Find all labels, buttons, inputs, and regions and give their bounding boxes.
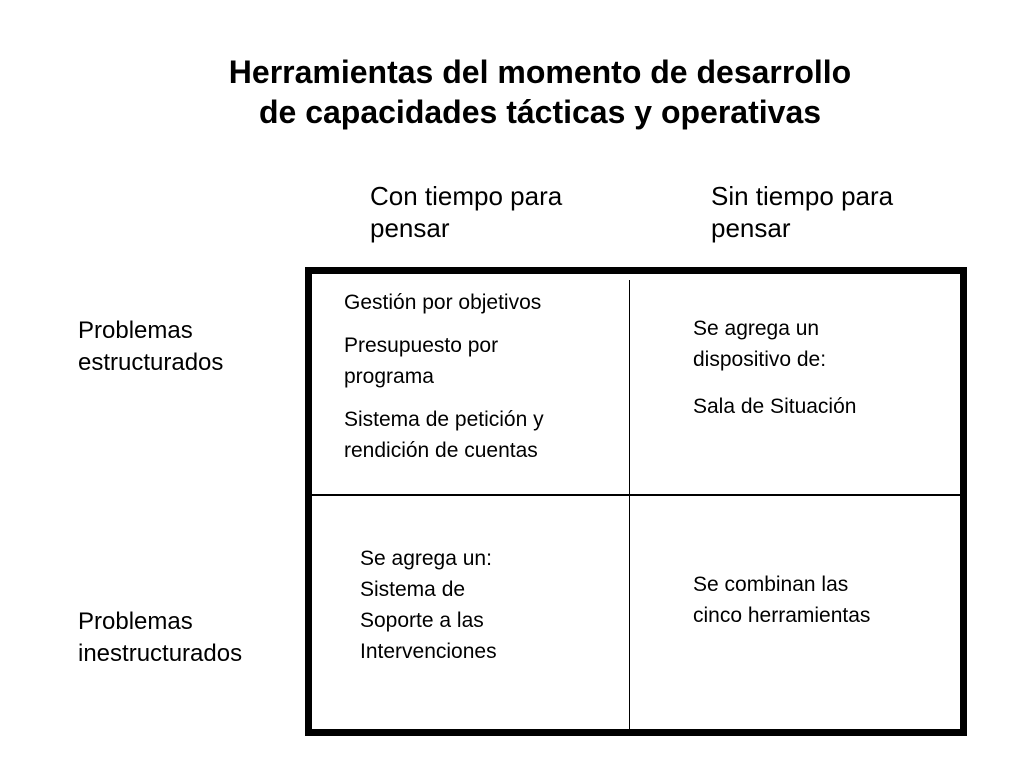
row-label-structured: [78, 315, 223, 379]
cell-line: Sistema de: [360, 578, 466, 601]
cell-line: Sala de Situación: [693, 395, 857, 418]
column-header-with-time: [370, 180, 562, 244]
column-header-without-time: [711, 180, 893, 244]
row-label-line1: Problemas: [78, 317, 193, 344]
row-label-line2: estructurados: [78, 349, 224, 376]
cell-structured-with-time: [344, 287, 544, 466]
cell-line: Se agrega un: [693, 317, 820, 340]
cell-line: dispositivo de:: [693, 348, 827, 371]
cell-line: Soporte a las: [360, 609, 484, 632]
cell-item-sistema-line1: Sistema de petición y: [344, 408, 544, 431]
column-header-line2: pensar: [711, 213, 791, 243]
cell-unstructured-with-time: [360, 543, 497, 667]
column-header-line1: Con tiempo para: [370, 181, 563, 211]
row-label-line2: inestructurados: [78, 640, 243, 667]
cell-line: cinco herramientas: [693, 604, 871, 627]
cell-item-presupuesto-line1: Presupuesto por: [344, 334, 499, 357]
slide-title-line2: de capacidades tácticas y operativas: [258, 94, 822, 130]
column-header-line2: pensar: [370, 213, 450, 243]
cell-unstructured-without-time: [693, 569, 870, 631]
row-label-line1: Problemas: [78, 608, 193, 635]
column-header-line1: Sin tiempo para: [711, 181, 894, 211]
cell-line: Intervenciones: [360, 640, 497, 663]
cell-item-presupuesto-line2: programa: [344, 365, 434, 388]
grid-horizontal-divider: [312, 494, 960, 496]
cell-item-sistema-line2: rendición de cuentas: [344, 439, 538, 462]
grid-vertical-divider: [629, 280, 630, 729]
cell-line: Se agrega un:: [360, 547, 492, 570]
row-label-unstructured: [78, 606, 242, 670]
slide-title-line1: Herramientas del momento de desarrollo: [228, 54, 852, 90]
cell-line: Se combinan las: [693, 573, 849, 596]
cell-item-gestion: Gestión por objetivos: [344, 291, 542, 314]
cell-structured-without-time: [693, 313, 856, 422]
slide-title: [140, 52, 940, 132]
